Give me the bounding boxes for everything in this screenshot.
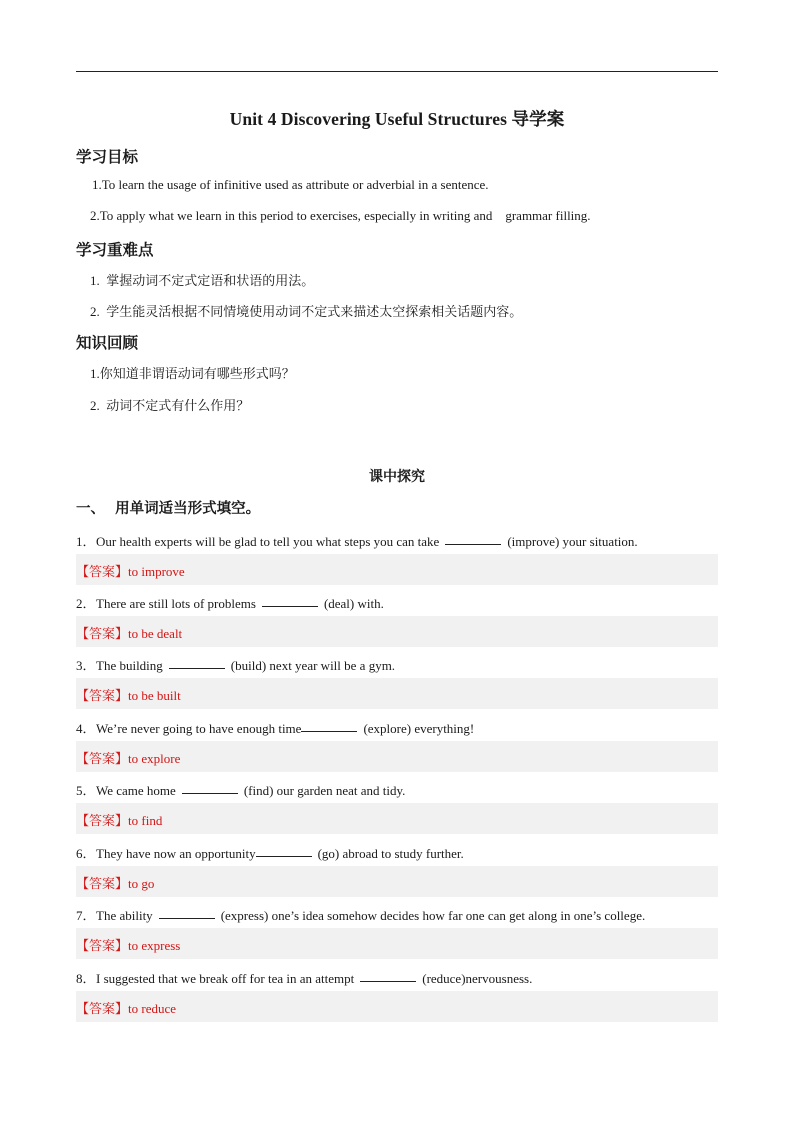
- answer-label: 【答案】: [76, 626, 129, 641]
- question-hint: (explore) everything!: [363, 721, 475, 736]
- question-text: Our health experts will be glad to tell you what steps you can take: [96, 534, 440, 549]
- answer-label: 【答案】: [76, 938, 129, 953]
- answer-box: [76, 928, 718, 959]
- answer-box: [76, 678, 718, 709]
- answer-value: to express: [128, 938, 181, 953]
- question-row: [76, 843, 464, 862]
- question-row: [76, 531, 638, 550]
- question-row: [76, 780, 405, 799]
- answer-value: to find: [128, 813, 163, 828]
- question-number: 5．: [76, 783, 96, 798]
- answer-blank: [262, 605, 318, 607]
- review-item: 2. 动词不定式有什么作用？: [90, 398, 250, 413]
- answer-label: 【答案】: [76, 688, 129, 703]
- question-hint: (build) next year will be a gym.: [230, 658, 396, 673]
- question-number: 6．: [76, 846, 96, 861]
- answer-value: to be dealt: [128, 626, 183, 641]
- section-one-heading: 一、 用单词适当形式填空。: [76, 501, 261, 517]
- question-hint: (improve) your situation.: [507, 534, 638, 549]
- answer-value: to reduce: [128, 1001, 177, 1016]
- question-text: The building: [96, 658, 163, 673]
- answer-label: 【答案】: [76, 564, 129, 579]
- question-text: We came home: [96, 783, 176, 798]
- answer-label: 【答案】: [76, 1001, 129, 1016]
- answer-value: to explore: [128, 751, 181, 766]
- question-number: 8．: [76, 971, 96, 986]
- answer-value: to improve: [128, 564, 185, 579]
- question-hint: (express) one’s idea somehow decides how far one can get along in one’s college.: [220, 908, 646, 923]
- question-text: There are still lots of problems: [96, 596, 256, 611]
- header-rule: [76, 71, 718, 72]
- question-number: 3．: [76, 658, 96, 673]
- answer-value: to go: [128, 876, 155, 891]
- answer-blank: [256, 855, 312, 857]
- answer-blank: [159, 917, 215, 919]
- answer-box: [76, 741, 718, 772]
- answer-label: 【答案】: [76, 813, 129, 828]
- question-hint: (go) abroad to study further.: [317, 846, 464, 861]
- key-points-heading: 学习重难点: [76, 241, 154, 259]
- answer-box: [76, 866, 718, 897]
- answer-blank: [360, 980, 416, 982]
- answer-box: [76, 616, 718, 647]
- answer-box: [76, 554, 718, 585]
- question-number: 4．: [76, 721, 96, 736]
- question-text: They have now an opportunity: [96, 846, 256, 861]
- question-hint: (deal) with.: [323, 596, 384, 611]
- question-row: [76, 968, 532, 987]
- answer-box: [76, 991, 718, 1022]
- question-text: We’re never going to have enough time: [96, 721, 302, 736]
- question-row: [76, 718, 474, 737]
- answer-blank: [445, 543, 501, 545]
- page-title: Unit 4 Discovering Useful Structures 导学案: [229, 109, 565, 129]
- question-row: [76, 655, 395, 674]
- review-heading: 知识回顾: [76, 334, 139, 352]
- answer-label: 【答案】: [76, 876, 129, 891]
- inquiry-heading: 课中探究: [369, 469, 425, 485]
- question-number: 7．: [76, 908, 96, 923]
- answer-value: to be built: [128, 688, 181, 703]
- question-row: [76, 593, 384, 612]
- review-item: 1.你知道非谓语动词有哪些形式吗？: [90, 366, 295, 381]
- question-text: I suggested that we break off for tea in an attempt: [96, 971, 355, 986]
- question-hint: (find) our garden neat and tidy.: [243, 783, 406, 798]
- objective-item: 1.To learn the usage of infinitive used as attribute or adverbial in a sentence.: [92, 177, 489, 192]
- answer-box: [76, 803, 718, 834]
- question-row: [76, 905, 645, 924]
- answer-label: 【答案】: [76, 751, 129, 766]
- key-point-item: 2. 学生能灵活根据不同情境使用动词不定式来描述太空探索相关话题内容。: [90, 304, 523, 319]
- question-text: The ability: [96, 908, 153, 923]
- answer-blank: [301, 730, 357, 732]
- question-number: 2．: [76, 596, 96, 611]
- question-hint: (reduce)nervousness.: [422, 971, 533, 986]
- key-point-item: 1. 掌握动词不定式定语和状语的用法。: [90, 273, 315, 288]
- objectives-heading: 学习目标: [76, 148, 139, 166]
- question-number: 1．: [76, 534, 96, 549]
- answer-blank: [182, 792, 238, 794]
- objective-item: 2.To apply what we learn in this period to exercises, especially in writing and grammar filling.: [90, 208, 591, 223]
- answer-blank: [169, 667, 225, 669]
